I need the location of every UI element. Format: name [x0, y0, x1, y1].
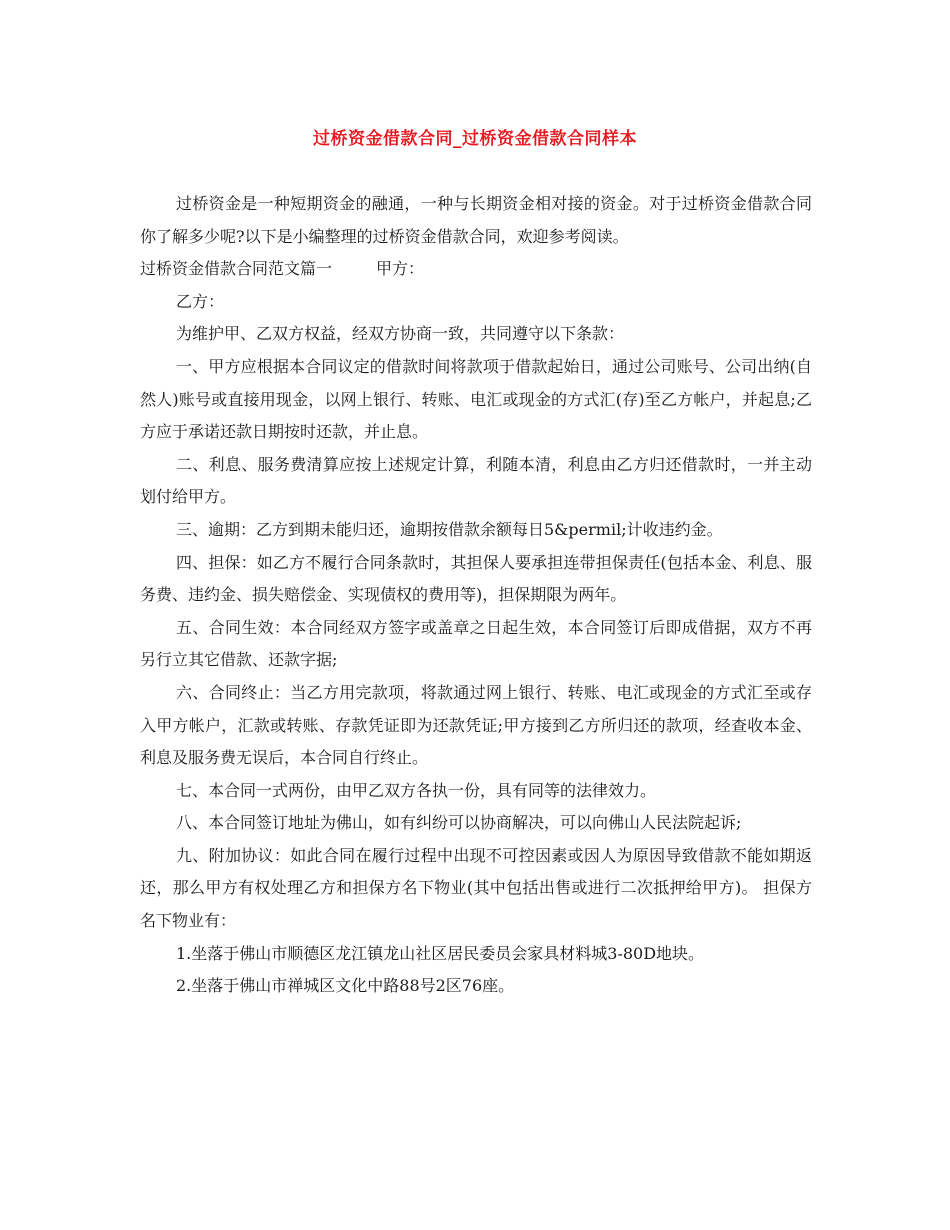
clause-4: 四、担保：如乙方不履行合同条款时，其担保人要承担连带担保责任(包括本金、利息、服务费、违约金、损失赔偿金、实现债权的费用等)，担保期限为两年。 — [140, 552, 812, 605]
party-b-label: 乙方： — [176, 291, 225, 311]
clause-3: 三、逾期：乙方到期未能归还，逾期按借款余额每日5&permil;计收违约金。 — [176, 519, 723, 539]
intro-paragraph: 过桥资金是一种短期资金的融通，一种与长期资金相对接的资金。对于过桥资金借款合同你了解多少呢?以下是小编整理的过桥资金借款合同，欢迎参考阅读。 — [140, 194, 812, 246]
clause-9: 九、附加协议：如此合同在履行过程中出现不可控因素或因人为原因导致借款不能如期返还，那么甲方有权处理乙方和担保方名下物业(其中包括出售或进行二次抵押给甲方)。 担保方名下物业有： — [140, 845, 812, 931]
clause-7: 七、本合同一式两份，由甲乙双方各执一份，具有同等的法律效力。 — [176, 780, 657, 800]
clause-8: 八、本合同签订地址为佛山，如有纠纷可以协商解决，可以向佛山人民法院起诉; — [176, 813, 742, 833]
clause-5: 五、合同生效：本合同经双方签字或盖章之日起生效，本合同签订后即成借据，双方不再另行立其它借款、还款字据; — [140, 617, 812, 670]
document-body — [140, 188, 812, 1003]
document-title: 过桥资金借款合同_过桥资金借款合同样本 — [313, 129, 637, 149]
preamble-paragraph: 为维护甲、乙双方权益，经双方协商一致，共同遵守以下条款： — [176, 324, 625, 344]
clause-2: 二、利息、服务费清算应按上述规定计算，利随本清，利息由乙方归还借款时，一并主动划付给甲方。 — [140, 454, 812, 507]
clause-6: 六、合同终止：当乙方用完款项，将款通过网上银行、转账、电汇或现金的方式汇至或存入甲方帐户，汇款或转账、存款凭证即为还款凭证;甲方接到乙方所归还的款项，经查收本金、利息及服务费无误后，本合同自行终止。 — [140, 682, 812, 768]
sample-heading-line — [140, 253, 812, 286]
property-2: 2.坐落于佛山市禅城区文化中路88号2区76座。 — [176, 976, 515, 996]
property-1: 1.坐落于佛山市顺德区龙江镇龙山社区居民委员会家具材料城3-80D地块。 — [176, 943, 705, 963]
clause-1: 一、甲方应根据本合同议定的借款时间将款项于借款起始日，通过公司账号、公司出纳(自然人)账号或直接用现金，以网上银行、转账、电汇或现金的方式汇(存)至乙方帐户，并起息;乙方应于承诺还款日期按时还款，并止息。 — [140, 356, 812, 442]
party-a-label: 甲方： — [376, 259, 425, 279]
sample-heading: 过桥资金借款合同范文篇一 — [140, 259, 333, 279]
